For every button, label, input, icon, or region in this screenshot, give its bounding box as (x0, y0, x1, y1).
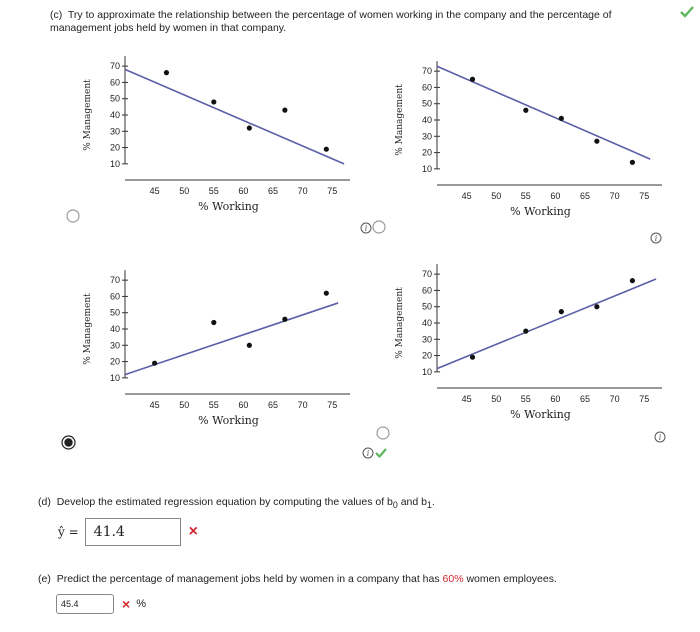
y-tick-label: 20 (421, 350, 432, 361)
scatter-chart-1 (70, 50, 360, 235)
y-tick-label: 40 (421, 115, 432, 125)
prediction-input[interactable] (56, 594, 114, 614)
x-tick-label: 45 (461, 394, 472, 404)
y-tick-label: 10 (421, 366, 432, 377)
y-tick-label: 20 (421, 147, 432, 158)
data-point (247, 343, 252, 348)
question-c-label: (c) (50, 9, 63, 21)
data-point (164, 70, 169, 75)
y-tick-label: 60 (109, 291, 120, 302)
data-point (523, 329, 528, 334)
y-tick-label: 50 (109, 93, 120, 104)
info-icon-option-2[interactable] (650, 232, 662, 244)
y-tick-label: 60 (109, 77, 120, 88)
y-axis-label: % Management (395, 287, 405, 359)
prediction-row (56, 594, 146, 614)
x-tick-label: 70 (609, 394, 620, 404)
y-tick-label: 30 (109, 340, 120, 351)
x-tick-label: 50 (491, 191, 502, 201)
x-tick-label: 60 (550, 191, 561, 201)
regression-line (125, 69, 344, 163)
regression-line (437, 66, 650, 159)
question-d-body-2: and b (397, 496, 427, 508)
chart-option-3 (70, 264, 360, 449)
radio-option-3[interactable] (61, 435, 76, 450)
y-tick-label: 30 (109, 126, 120, 137)
data-point (630, 278, 635, 283)
scatter-chart-3 (70, 264, 360, 449)
x-tick-label: 70 (297, 186, 308, 196)
y-tick-label: 20 (109, 356, 120, 367)
x-axis-label: % Working (198, 414, 259, 427)
y-tick-label: 70 (109, 275, 120, 286)
data-point (630, 160, 635, 165)
data-point (282, 317, 287, 322)
question-d-label: (d) (38, 496, 51, 508)
info-icon-option-1[interactable] (360, 222, 372, 234)
x-tick-label: 75 (639, 394, 650, 404)
data-point (211, 99, 216, 104)
x-tick-label: 50 (179, 186, 190, 196)
equation-input[interactable] (85, 518, 181, 546)
y-tick-label: 20 (109, 142, 120, 153)
info-icon-option-3[interactable] (362, 447, 374, 459)
equation-row (58, 518, 198, 546)
x-tick-label: 75 (327, 186, 338, 196)
y-tick-label: 50 (109, 307, 120, 318)
data-point (559, 116, 564, 121)
prediction-unit: % (136, 598, 146, 610)
data-point (559, 309, 564, 314)
x-tick-label: 60 (550, 394, 561, 404)
question-e-highlight: 60% (442, 573, 464, 585)
y-tick-label: 50 (421, 98, 432, 109)
y-axis-label: % Management (83, 293, 93, 365)
data-point (211, 320, 216, 325)
chart-option-4 (382, 258, 672, 443)
x-tick-label: 65 (580, 191, 591, 201)
x-axis-label: % Working (510, 408, 571, 421)
question-e-label: (e) (38, 573, 51, 585)
yhat-label: ŷ = (58, 525, 79, 539)
y-tick-label: 70 (421, 66, 432, 77)
y-tick-label: 10 (421, 163, 432, 174)
x-tick-label: 70 (297, 400, 308, 410)
b0-subscript: 0 (392, 500, 398, 511)
y-axis-label: % Management (395, 84, 405, 156)
x-tick-label: 55 (520, 394, 531, 404)
y-tick-label: 40 (109, 324, 120, 334)
x-tick-label: 50 (491, 394, 502, 404)
data-point (324, 291, 329, 296)
question-d-body-1: Develop the estimated regression equation by computing the values of b (56, 496, 393, 508)
x-tick-label: 75 (639, 191, 650, 201)
svg-text:i: i (364, 224, 368, 233)
chart-option-1 (70, 50, 360, 235)
data-point (594, 139, 599, 144)
x-tick-label: 50 (179, 400, 190, 410)
y-tick-label: 60 (421, 82, 432, 93)
y-tick-label: 70 (421, 269, 432, 280)
b1-subscript: 1 (426, 500, 432, 511)
y-tick-label: 30 (421, 334, 432, 345)
incorrect-icon-e: × (122, 596, 131, 612)
y-tick-label: 40 (109, 110, 120, 120)
x-tick-label: 70 (609, 191, 620, 201)
data-point (247, 125, 252, 130)
x-tick-label: 45 (149, 400, 160, 410)
data-point (282, 108, 287, 113)
question-d-body-3: . (431, 496, 435, 508)
y-tick-label: 40 (421, 318, 432, 328)
y-tick-label: 60 (421, 285, 432, 296)
data-point (470, 355, 475, 360)
x-tick-label: 65 (580, 394, 591, 404)
incorrect-icon-d: × (188, 523, 198, 540)
svg-text:i: i (658, 433, 662, 442)
y-tick-label: 30 (421, 131, 432, 142)
question-e-body-2: women employees. (463, 573, 557, 585)
x-tick-label: 65 (268, 186, 279, 196)
question-d-text (38, 496, 435, 510)
regression-line (437, 279, 656, 369)
x-tick-label: 65 (268, 400, 279, 410)
data-point (152, 361, 157, 366)
x-axis-label: % Working (198, 200, 259, 213)
scatter-chart-2 (382, 55, 672, 240)
info-icon-option-4[interactable] (654, 431, 666, 443)
question-e-text (38, 573, 557, 585)
check-icon-option-3 (375, 448, 387, 458)
data-point (324, 147, 329, 152)
prediction-input-value: 45.4 (61, 599, 79, 609)
radio-option-2[interactable] (372, 220, 386, 234)
y-tick-label: 10 (109, 372, 120, 383)
x-tick-label: 45 (461, 191, 472, 201)
radio-option-4[interactable] (376, 426, 390, 440)
y-axis-label: % Management (83, 79, 93, 151)
data-point (470, 77, 475, 82)
x-axis-label: % Working (510, 205, 571, 218)
x-tick-label: 45 (149, 186, 160, 196)
data-point (523, 108, 528, 113)
scatter-chart-4 (382, 258, 672, 443)
chart-option-2 (382, 55, 672, 240)
question-c-text (50, 9, 660, 35)
y-tick-label: 10 (109, 158, 120, 169)
svg-text:i: i (366, 449, 370, 458)
x-tick-label: 75 (327, 400, 338, 410)
equation-input-value: 41.4 (93, 524, 125, 540)
x-tick-label: 60 (238, 186, 249, 196)
question-e-body-1: Predict the percentage of management jobs held by women in a company that has (56, 573, 443, 585)
x-tick-label: 55 (208, 400, 219, 410)
question-c-body: Try to approximate the relationship between the percentage of women working in the company and the percentage of management jobs held by women in that company. (50, 9, 612, 34)
data-point (594, 304, 599, 309)
x-tick-label: 55 (520, 191, 531, 201)
svg-text:i: i (654, 234, 658, 243)
check-icon (680, 6, 694, 18)
y-tick-label: 70 (109, 61, 120, 72)
x-tick-label: 55 (208, 186, 219, 196)
x-tick-label: 60 (238, 400, 249, 410)
y-tick-label: 50 (421, 301, 432, 312)
radio-option-1[interactable] (66, 209, 80, 223)
